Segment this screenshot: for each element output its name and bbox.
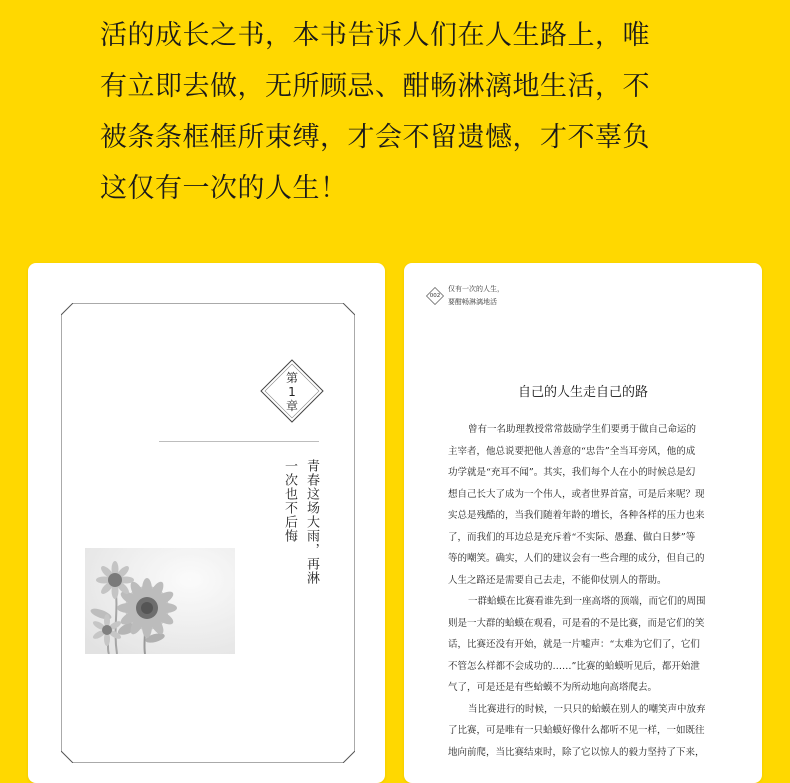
chapter-badge bbox=[260, 359, 324, 423]
body-line: 人生之路还是需要自己去走，不能仰仗别人的帮助。 bbox=[448, 574, 667, 586]
body-line: 了，而我们的耳边总是充斥着“不实际、愚蠢、做白日梦”等 bbox=[448, 531, 696, 543]
intro-text bbox=[100, 10, 720, 214]
body-line: 则是一大群的蛤蟆在观看，可是看的不是比赛，而是它们的笑 bbox=[448, 617, 705, 629]
body-line: 气了，可是还是有些蛤蟆不为所动地向高塔爬去。 bbox=[448, 682, 658, 693]
chapter-page bbox=[28, 263, 385, 783]
running-head-line: 仅有一次的人生， bbox=[448, 285, 504, 293]
body-line: 等的嘲笑。确实，人们的建议会有一些合理的成分，但自己的 bbox=[448, 553, 705, 564]
intro-line: 有立即去做，无所顾忌、酣畅淋漓地生活，不 bbox=[100, 71, 650, 102]
sunflower-image bbox=[85, 548, 235, 654]
chapter-number bbox=[260, 371, 324, 413]
running-head-text bbox=[448, 283, 504, 309]
chapter-char: 章 bbox=[285, 399, 298, 413]
article-body bbox=[448, 419, 732, 763]
body-line: 一群蛤蟆在比赛看谁先到一座高塔的顶端，而它们的周围 bbox=[468, 596, 706, 607]
intro-line: 活的成长之书，本书告诉人们在人生路上，唯 bbox=[100, 20, 650, 51]
body-line: 实总是残酷的，当我们随着年龄的增长，各种各样的压力也来 bbox=[448, 510, 705, 521]
chapter-char: 1 bbox=[288, 385, 296, 399]
chapter-title-col: 一次也不后悔 bbox=[282, 459, 297, 543]
body-line: 地向前爬，当比赛结束时，除了它以惊人的毅力坚持了下来， bbox=[448, 746, 705, 758]
body-line: 曾有一名助理教授常常鼓励学生们要勇于做自己命运的 bbox=[468, 424, 697, 435]
body-line: 主宰者，他总说要把他人善意的“忠告”全当耳旁风，他的成 bbox=[448, 445, 696, 457]
text-page bbox=[404, 263, 762, 783]
body-line: 想自己长大了成为一个伟人，或者世界首富，可是后来呢？现 bbox=[448, 488, 705, 500]
body-line: 了比赛，可是唯有一只蛤蟆好像什么都听不见一样，一如既往 bbox=[448, 725, 705, 736]
article-title: 自己的人生走自己的路 bbox=[517, 385, 648, 400]
body-line: 话，比赛还没有开始，就是一片嘘声：“太难为它们了，它们 bbox=[448, 639, 700, 650]
intro-line: 这仅有一次的人生！ bbox=[100, 173, 348, 204]
body-line: 当比赛进行的时候，一只只的蛤蟆在别人的嘲笑声中放弃 bbox=[468, 703, 706, 715]
body-line: 功学就是“充耳不闻”。其实，我们每个人在小的时候总是幻 bbox=[448, 467, 696, 478]
intro-line: 被条条框框所束缚，才会不留遗憾，才不辜负 bbox=[100, 122, 650, 153]
chapter-char: 第 bbox=[285, 371, 298, 385]
chapter-title-col: 青春这场大雨，再淋 bbox=[304, 459, 319, 585]
chapter-divider bbox=[159, 441, 319, 442]
body-line: 不管怎么样都不会成功的……”比赛的蛤蟆听见后，都开始泄 bbox=[448, 660, 700, 672]
running-head-line: 要酣畅淋漓地活 bbox=[448, 298, 497, 306]
page-number: 002 bbox=[429, 293, 441, 299]
